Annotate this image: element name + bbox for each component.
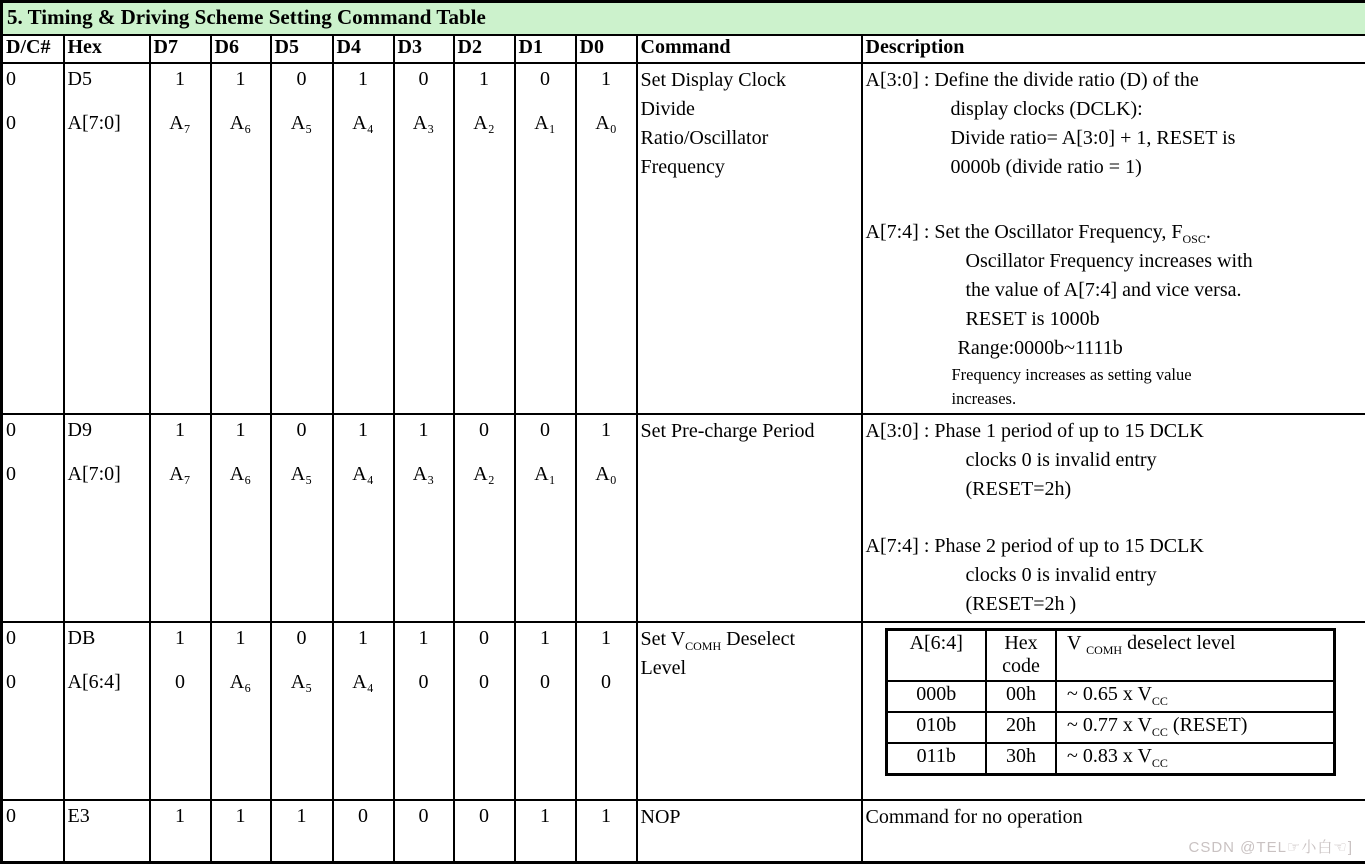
column-header-hex: Hex bbox=[64, 35, 150, 63]
bit-cell-d0: 1 bbox=[576, 800, 637, 863]
bit-cell-d7: 1 A₇ bbox=[150, 63, 211, 414]
table-row-e3 bbox=[2, 800, 1365, 863]
bit-cell-d6: 1 A₆ bbox=[211, 622, 271, 800]
bit-cell-d3: 1 A₃ bbox=[394, 414, 454, 622]
hex-value: E3 bbox=[67, 804, 90, 827]
subtable-header-level: V $_{COMH}$ deselect level bbox=[1056, 629, 1334, 681]
column-header-description: Description bbox=[862, 35, 1365, 63]
bit-cell-d5: 0 A₅ bbox=[271, 414, 333, 622]
column-header-d5: D5 bbox=[271, 35, 333, 63]
description-cell bbox=[862, 622, 1365, 800]
bit-cell-d2: 0 0 bbox=[454, 622, 515, 800]
description-line: (RESET=2h ) bbox=[965, 592, 1077, 615]
bit-cell-d6: 1 bbox=[211, 800, 271, 863]
bit-cell-d5: 0 A₅ bbox=[271, 63, 333, 414]
dc-cell bbox=[2, 622, 64, 800]
column-header-d7: D7 bbox=[150, 35, 211, 63]
subscript-comh: COMH bbox=[685, 638, 722, 653]
description-line: (RESET=2h) bbox=[965, 477, 1072, 500]
subtable-row: 010b 20h ~ 0.77 x $V_{CC}$ (RESET) bbox=[886, 712, 1334, 743]
hex-cell bbox=[64, 414, 150, 622]
hex-cell bbox=[64, 622, 150, 800]
hex-value: D9 bbox=[67, 418, 92, 441]
subtable-header-row bbox=[886, 629, 1334, 681]
dc-value: 0 bbox=[6, 111, 16, 134]
subscript-cc: CC bbox=[1151, 694, 1168, 708]
command-cell: Set $V_{COMH}$ Deselect Level bbox=[637, 622, 862, 800]
subtable-header-hexcode: Hex code bbox=[986, 629, 1056, 681]
description-line: A[3:0] : Define the divide ratio (D) of the bbox=[865, 68, 1199, 91]
description-line: the value of A[7:4] and vice versa. bbox=[965, 278, 1242, 301]
column-header-d2: D2 bbox=[454, 35, 515, 63]
column-header-command: Command bbox=[637, 35, 862, 63]
table-title: 5. Timing & Driving Scheme Setting Command Table bbox=[2, 2, 1365, 35]
bit-cell-d3: 1 0 bbox=[394, 622, 454, 800]
bit-cell-d3: 0 A₃ bbox=[394, 63, 454, 414]
description-line: Frequency increases as setting value bbox=[951, 364, 1192, 384]
bit-cell-d0: 1 0 bbox=[576, 622, 637, 800]
hex-value: A[6:4] bbox=[67, 670, 121, 693]
bit-cell-d2: 1 A₂ bbox=[454, 63, 515, 414]
description-line: Oscillator Frequency increases with bbox=[965, 249, 1253, 272]
bit-cell-d7: 1 0 bbox=[150, 622, 211, 800]
command-cell: NOP bbox=[637, 800, 862, 863]
csdn-watermark: CSDN @TEL☞小白☜] bbox=[1188, 839, 1353, 856]
dc-cell bbox=[2, 63, 64, 414]
bit-cell-d5: 0 A₅ bbox=[271, 622, 333, 800]
table-row-db bbox=[2, 622, 1365, 800]
bit-cell-d2: 0 A₂ bbox=[454, 414, 515, 622]
description-line: clocks 0 is invalid entry bbox=[965, 448, 1157, 471]
column-header-d0: D0 bbox=[576, 35, 637, 63]
description-line: Divide ratio= A[3:0] + 1, RESET is bbox=[950, 126, 1236, 149]
bit-cell-d4: 1 A₄ bbox=[333, 414, 394, 622]
description-line: A[7:4] : Phase 2 period of up to 15 DCLK bbox=[865, 534, 1204, 557]
dc-value: 0 bbox=[6, 804, 16, 827]
command-cell: Set Pre-charge Period bbox=[637, 414, 862, 622]
bit-cell-d2: 0 bbox=[454, 800, 515, 863]
bit-cell-d4: 0 bbox=[333, 800, 394, 863]
column-header-d3: D3 bbox=[394, 35, 454, 63]
dc-cell bbox=[2, 414, 64, 622]
table-row-d5 bbox=[2, 63, 1365, 414]
bit-cell-d4: 1 A₄ bbox=[333, 63, 394, 414]
description-line: RESET is 1000b bbox=[965, 307, 1100, 330]
subscript-cc: CC bbox=[1151, 756, 1168, 770]
column-header-dc: D/C# bbox=[2, 35, 64, 63]
vcomh-subtable bbox=[885, 628, 1336, 776]
bit-cell-d1: 0 A₁ bbox=[515, 63, 576, 414]
hex-value: D5 bbox=[67, 67, 92, 90]
description-line: Command for no operation bbox=[865, 805, 1083, 828]
subtable-row: 011b 30h ~ 0.83 x $V_{CC}$ bbox=[886, 743, 1334, 774]
dc-value: 0 bbox=[6, 462, 16, 485]
hex-cell bbox=[64, 63, 150, 414]
bit-cell-d7: 1 A₇ bbox=[150, 414, 211, 622]
description-line: 0000b (divide ratio = 1) bbox=[950, 155, 1142, 178]
bit-cell-d1: 1 bbox=[515, 800, 576, 863]
bit-cell-d4: 1 A₄ bbox=[333, 622, 394, 800]
dc-value: 0 bbox=[6, 418, 16, 441]
bit-cell-d6: 1 A₆ bbox=[211, 63, 271, 414]
hex-value: A[7:0] bbox=[67, 462, 121, 485]
subscript-comh: COMH bbox=[1086, 642, 1123, 657]
command-cell: Set Display Clock Divide Ratio/Oscillator Frequency bbox=[637, 63, 862, 414]
bit-cell-d5: 1 bbox=[271, 800, 333, 863]
header-row bbox=[2, 35, 1365, 63]
description-line: increases. bbox=[951, 388, 1017, 408]
description-line: clocks 0 is invalid entry bbox=[965, 563, 1157, 586]
bit-cell-d1: 0 A₁ bbox=[515, 414, 576, 622]
dc-value: 0 bbox=[6, 670, 16, 693]
subtable-row: 000b 00h ~ 0.65 x $V_{CC}$ bbox=[886, 681, 1334, 712]
dc-value: 0 bbox=[6, 67, 16, 90]
dc-cell bbox=[2, 800, 64, 863]
column-header-d1: D1 bbox=[515, 35, 576, 63]
column-header-d4: D4 bbox=[333, 35, 394, 63]
dc-value: 0 bbox=[6, 626, 16, 649]
description-line: A[3:0] : Phase 1 period of up to 15 DCLK bbox=[865, 419, 1204, 442]
column-header-d6: D6 bbox=[211, 35, 271, 63]
description-line: A[7:4] : Set the Oscillator Frequency, $F_{OSC}$. bbox=[865, 220, 1211, 246]
description-line: display clocks (DCLK): bbox=[950, 97, 1143, 120]
bit-cell-d6: 1 A₆ bbox=[211, 414, 271, 622]
bit-cell-d1: 1 0 bbox=[515, 622, 576, 800]
bit-cell-d0: 1 A₀ bbox=[576, 63, 637, 414]
table-row-d9 bbox=[2, 414, 1365, 622]
bit-cell-d0: 1 A₀ bbox=[576, 414, 637, 622]
subscript-cc: CC bbox=[1151, 725, 1168, 739]
hex-cell bbox=[64, 800, 150, 863]
bit-cell-d3: 0 bbox=[394, 800, 454, 863]
subtable-header-a64: A[6:4] bbox=[886, 629, 986, 681]
subscript-osc: OSC bbox=[1182, 231, 1206, 246]
hex-value: A[7:0] bbox=[67, 111, 121, 134]
description-cell bbox=[862, 63, 1365, 414]
description-line: Range:0000b~1111b bbox=[957, 336, 1123, 359]
description-cell bbox=[862, 414, 1365, 622]
bit-cell-d7: 1 bbox=[150, 800, 211, 863]
hex-value: DB bbox=[67, 626, 96, 649]
